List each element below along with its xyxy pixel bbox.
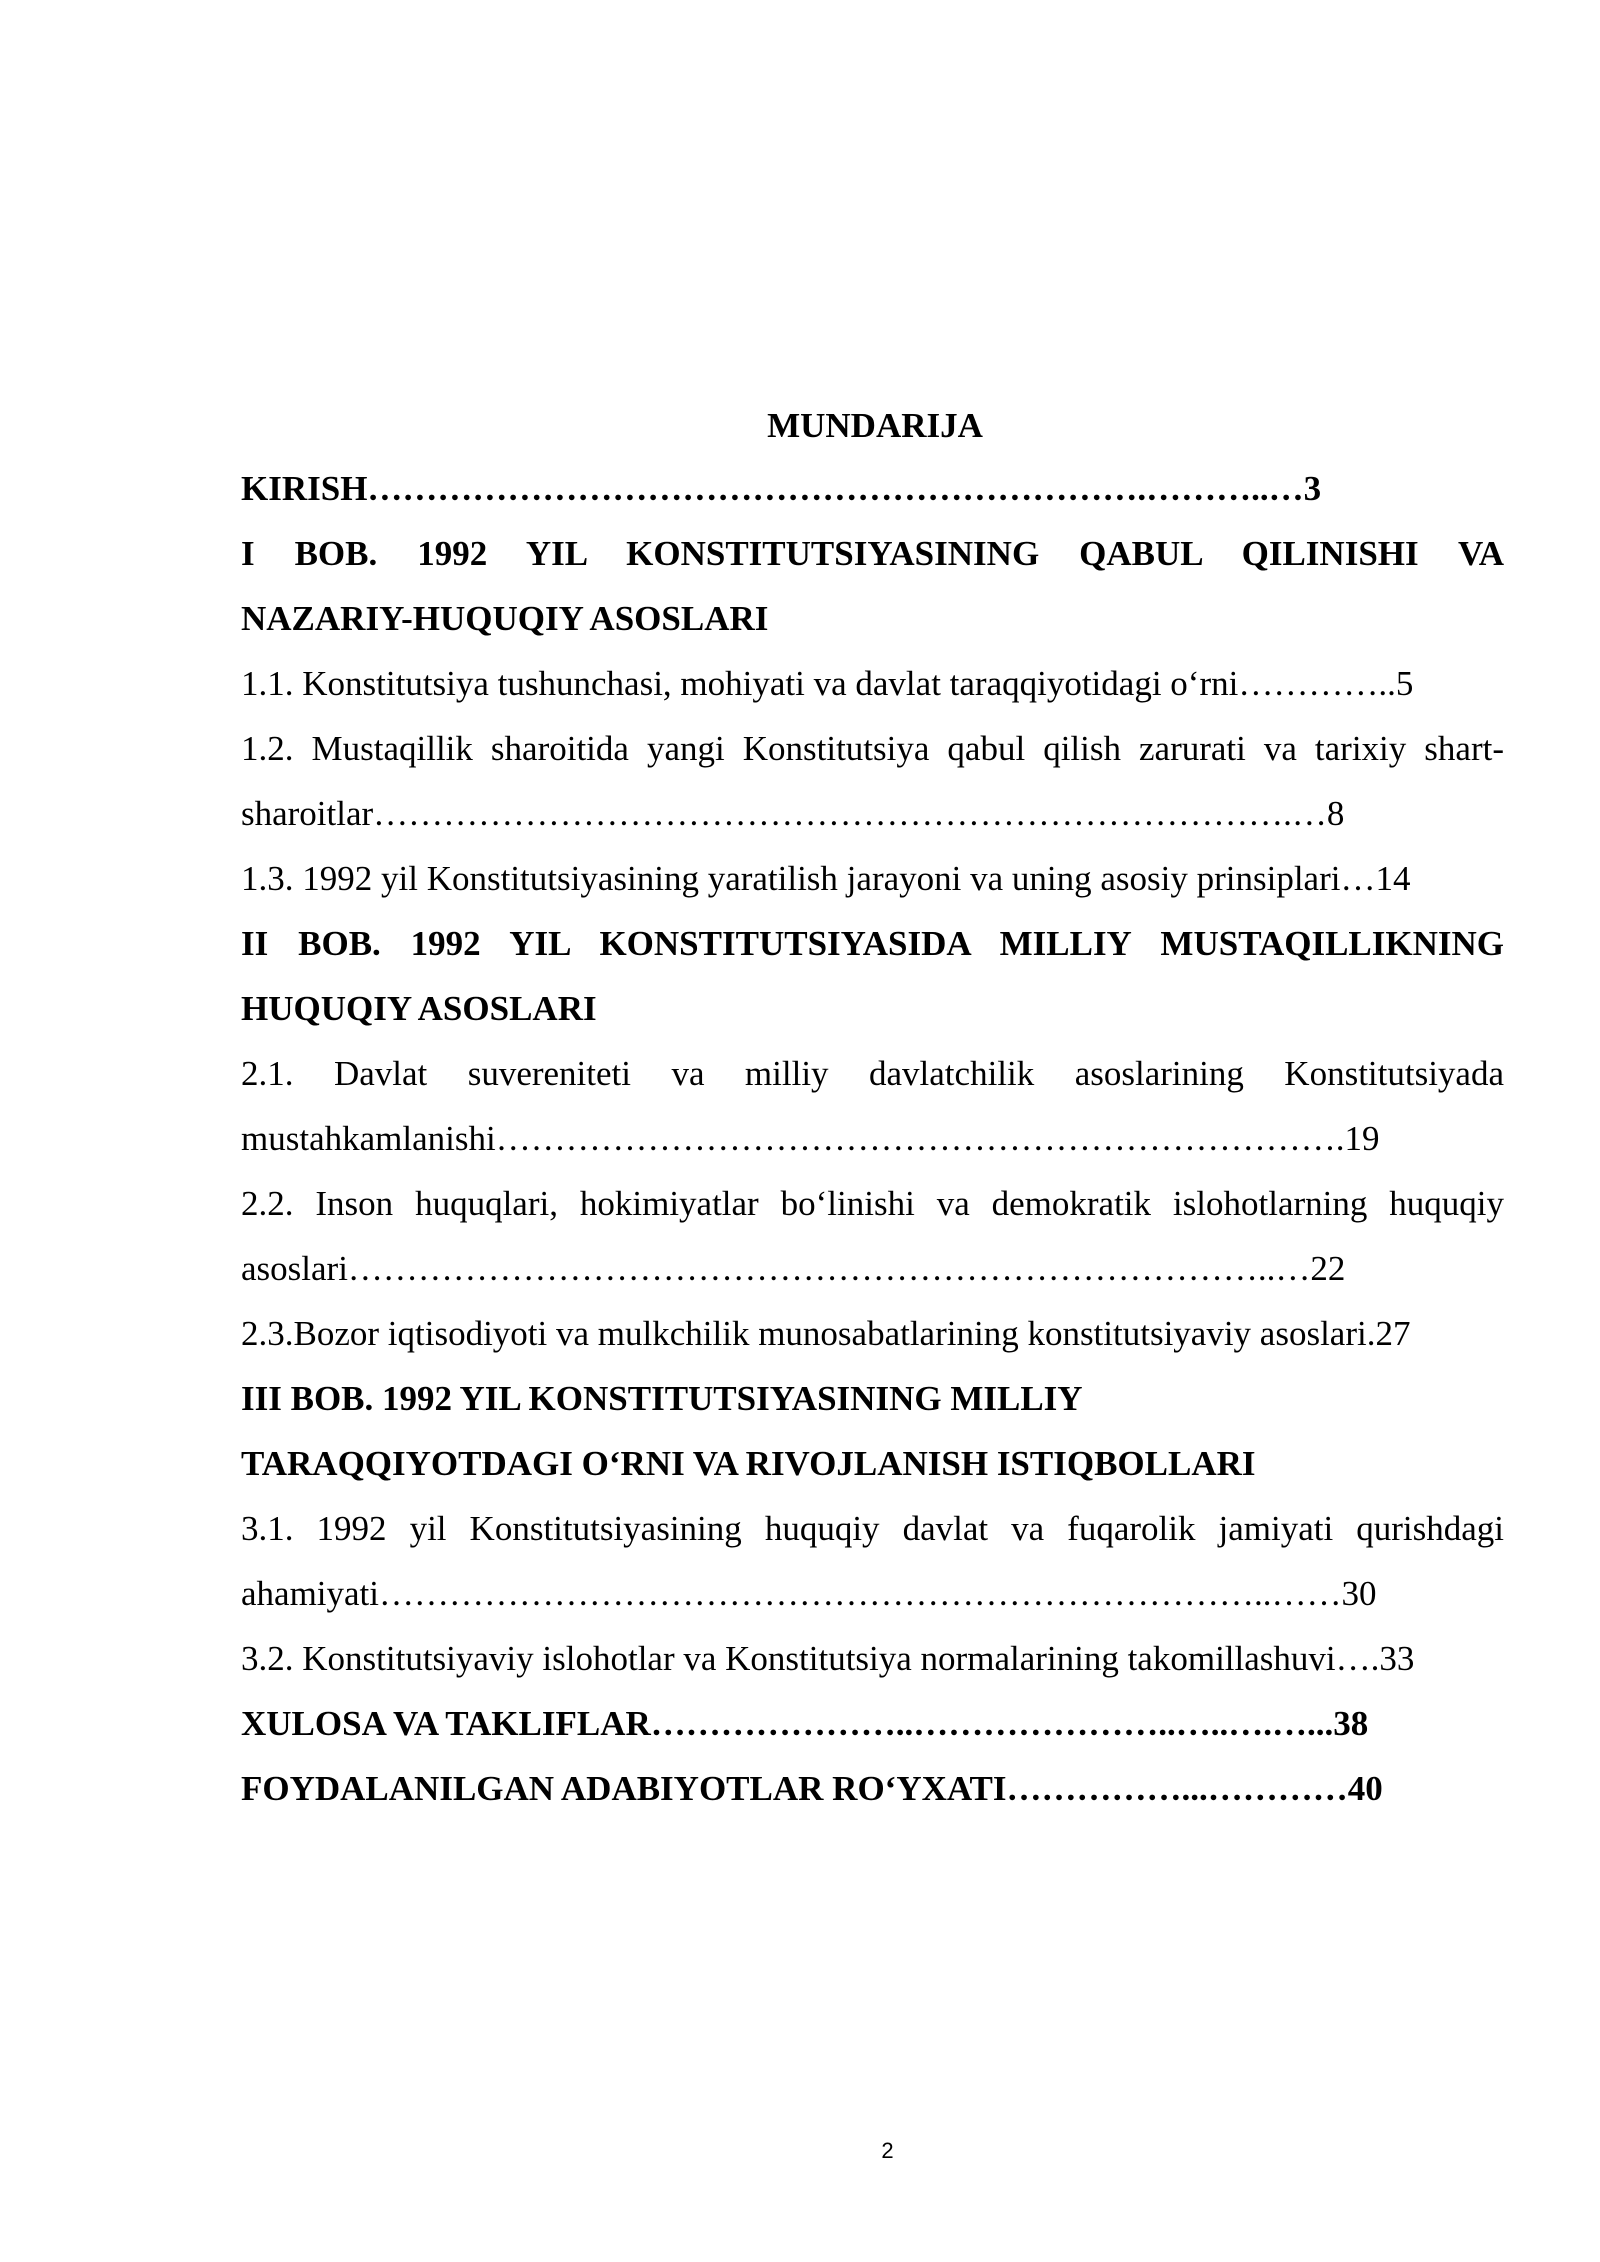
toc-line: sharoitlar…………………………………………………………………….…8	[241, 794, 1345, 833]
toc-line: 2.1. Davlat suvereniteti va milliy davlatchilik asoslarining Konstitutsiyada	[241, 1054, 1504, 1093]
page-number: 2	[881, 2138, 894, 2163]
toc-line: 3.2. Konstitutsiyaviy islohotlar va Konstitutsiya normalarining takomillashuvi….33	[241, 1639, 1415, 1678]
toc-line: KIRISH………………………………………………………….………..…3	[241, 469, 1322, 508]
toc-line: 1.3. 1992 yil Konstitutsiyasining yaratilish jarayoni va uning asosiy prinsiplari…14	[241, 859, 1411, 898]
toc-line: 2.2. Inson huquqlari, hokimiyatlar bo‘linishi va demokratik islohotlarning huquqiy	[241, 1184, 1504, 1223]
toc-line: ahamiyati…………………………………………………………………..……30	[241, 1574, 1377, 1613]
toc-line: II BOB. 1992 YIL KONSTITUTSIYASIDA MILLIY MUSTAQILLIKNING	[241, 924, 1504, 963]
toc-line: asoslari……………………………………………………………………..…22	[241, 1249, 1346, 1288]
toc-line: III BOB. 1992 YIL KONSTITUTSIYASINING MILLIY	[241, 1379, 1083, 1418]
toc-line: 2.3.Bozor iqtisodiyoti va mulkchilik munosabatlarining konstitutsiyaviy asoslari.27	[241, 1314, 1411, 1353]
table-of-contents	[241, 456, 1504, 1821]
toc-line: TARAQQIYOTDAGI O‘RNI VA RIVOJLANISH ISTIQBOLLARI	[241, 1444, 1256, 1483]
toc-line: NAZARIY-HUQUQIY ASOSLARI	[241, 599, 769, 638]
toc-line: 1.2. Mustaqillik sharoitida yangi Konstitutsiya qabul qilish zarurati va tarixiy shart-	[241, 729, 1504, 768]
toc-line: I BOB. 1992 YIL KONSTITUTSIYASINING QABUL QILINISHI VA	[241, 534, 1504, 573]
toc-line: 1.1. Konstitutsiya tushunchasi, mohiyati va davlat taraqqiyotidagi o‘rni…………..5	[241, 664, 1414, 703]
toc-line: XULOSA VA TAKLIFLAR…………………..…………………..…..….…...38	[241, 1704, 1369, 1743]
toc-line: HUQUQIY ASOSLARI	[241, 989, 597, 1028]
toc-line: mustahkamlanishi……………………………………………………………….19	[241, 1119, 1380, 1158]
toc-line: 3.1. 1992 yil Konstitutsiyasining huquqiy davlat va fuqarolik jamiyati qurishdagi	[241, 1509, 1504, 1548]
toc-title: MUNDARIJA	[767, 406, 983, 445]
toc-line: FOYDALANILGAN ADABIYOTLAR RO‘YXATI……………...…………40	[241, 1769, 1383, 1808]
